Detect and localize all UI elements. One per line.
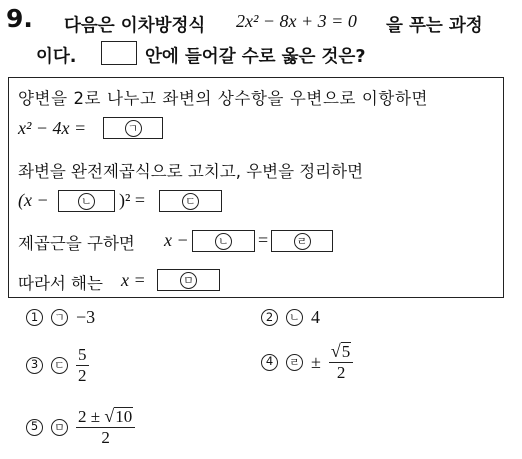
- choice-5-blank: ㅁ: [51, 419, 68, 436]
- question-number: 9.: [6, 4, 33, 33]
- step2-text: [18, 158, 493, 182]
- blank-b-label: ㄴ: [78, 193, 95, 210]
- step2-open: (x −: [18, 190, 49, 210]
- choice-3[interactable]: [26, 345, 89, 385]
- choice-3-numerator: 5: [78, 345, 87, 364]
- blank-d: [271, 230, 333, 252]
- choice-3-fraction: [76, 345, 89, 385]
- choice-5-number: 5: [26, 419, 43, 436]
- question-equation: 2x² − 8x + 3 = 0: [236, 11, 357, 31]
- choice-1-value: −3: [76, 307, 96, 327]
- blank-d-label: ㄹ: [294, 233, 311, 250]
- choice-4-blank: ㄹ: [286, 354, 303, 371]
- choice-2[interactable]: [261, 307, 320, 328]
- choice-4[interactable]: [261, 342, 353, 382]
- choice-5-fraction: [76, 407, 135, 447]
- sqrt-icon: √ 10: [104, 406, 133, 426]
- question-line2-b: 안에 들어갈 수로 옳은 것은?: [145, 47, 366, 67]
- choice-2-blank: ㄴ: [286, 309, 303, 326]
- blank-c-label: ㄷ: [182, 193, 199, 210]
- blank-b-2: [192, 230, 255, 252]
- choice-4-numerator-wrap: [329, 342, 353, 362]
- choice-1[interactable]: [26, 307, 95, 328]
- step3-expr: x −: [164, 230, 189, 250]
- choice-4-prefix: ±: [311, 351, 321, 372]
- blank-b-1: [58, 190, 115, 212]
- step2-label: 좌변을 완전제곱식으로 고치고, 우변을 정리하면: [18, 162, 364, 181]
- choice-1-number: 1: [26, 309, 43, 326]
- step4-expr: x =: [121, 270, 146, 290]
- choice-3-number: 3: [26, 357, 43, 374]
- step3-text: 제곱근을 구하면: [18, 234, 135, 253]
- blank-box-icon: [101, 41, 137, 65]
- blank-b2-label: ㄴ: [215, 233, 232, 250]
- sqrt-icon: √ 5: [330, 341, 351, 361]
- blank-e-label: ㅁ: [180, 272, 197, 289]
- solution-box: [8, 77, 504, 298]
- blank-a-label: ㄱ: [125, 120, 142, 137]
- choice-2-number: 2: [261, 309, 278, 326]
- choice-3-blank: ㄷ: [51, 357, 68, 374]
- step3-eq: =: [258, 230, 269, 250]
- choice-2-value: 4: [311, 307, 320, 327]
- choice-4-denominator: 2: [329, 362, 353, 383]
- question-line2-a: 이다.: [36, 47, 77, 67]
- blank-c: [159, 190, 222, 212]
- choice-4-radicand: 5: [341, 342, 351, 361]
- choice-5-numerator-wrap: [76, 407, 135, 427]
- step1-expr: x² − 4x =: [18, 118, 87, 138]
- choice-5[interactable]: [26, 407, 135, 447]
- choice-5-denominator: 2: [76, 427, 135, 448]
- blank-e: [157, 269, 220, 291]
- choice-4-fraction: [329, 342, 353, 382]
- choice-3-denominator: 2: [78, 365, 87, 385]
- question-line1-a: 다음은 이차방정식: [64, 16, 206, 36]
- question-line1-b: 을 푸는 과정: [386, 16, 483, 36]
- step4-text: 따라서 해는: [18, 274, 103, 293]
- choice-4-number: 4: [261, 354, 278, 371]
- step1-text: 양변을 2로 나누고 좌변의 상수항을 우변으로 이항하면: [18, 89, 429, 108]
- choice-5-radicand: 10: [115, 407, 133, 426]
- step2-close: )² =: [119, 190, 146, 210]
- blank-a: [103, 117, 163, 139]
- choice-1-blank: ㄱ: [51, 309, 68, 326]
- choice-5-numerator-prefix: 2 ±: [78, 407, 101, 426]
